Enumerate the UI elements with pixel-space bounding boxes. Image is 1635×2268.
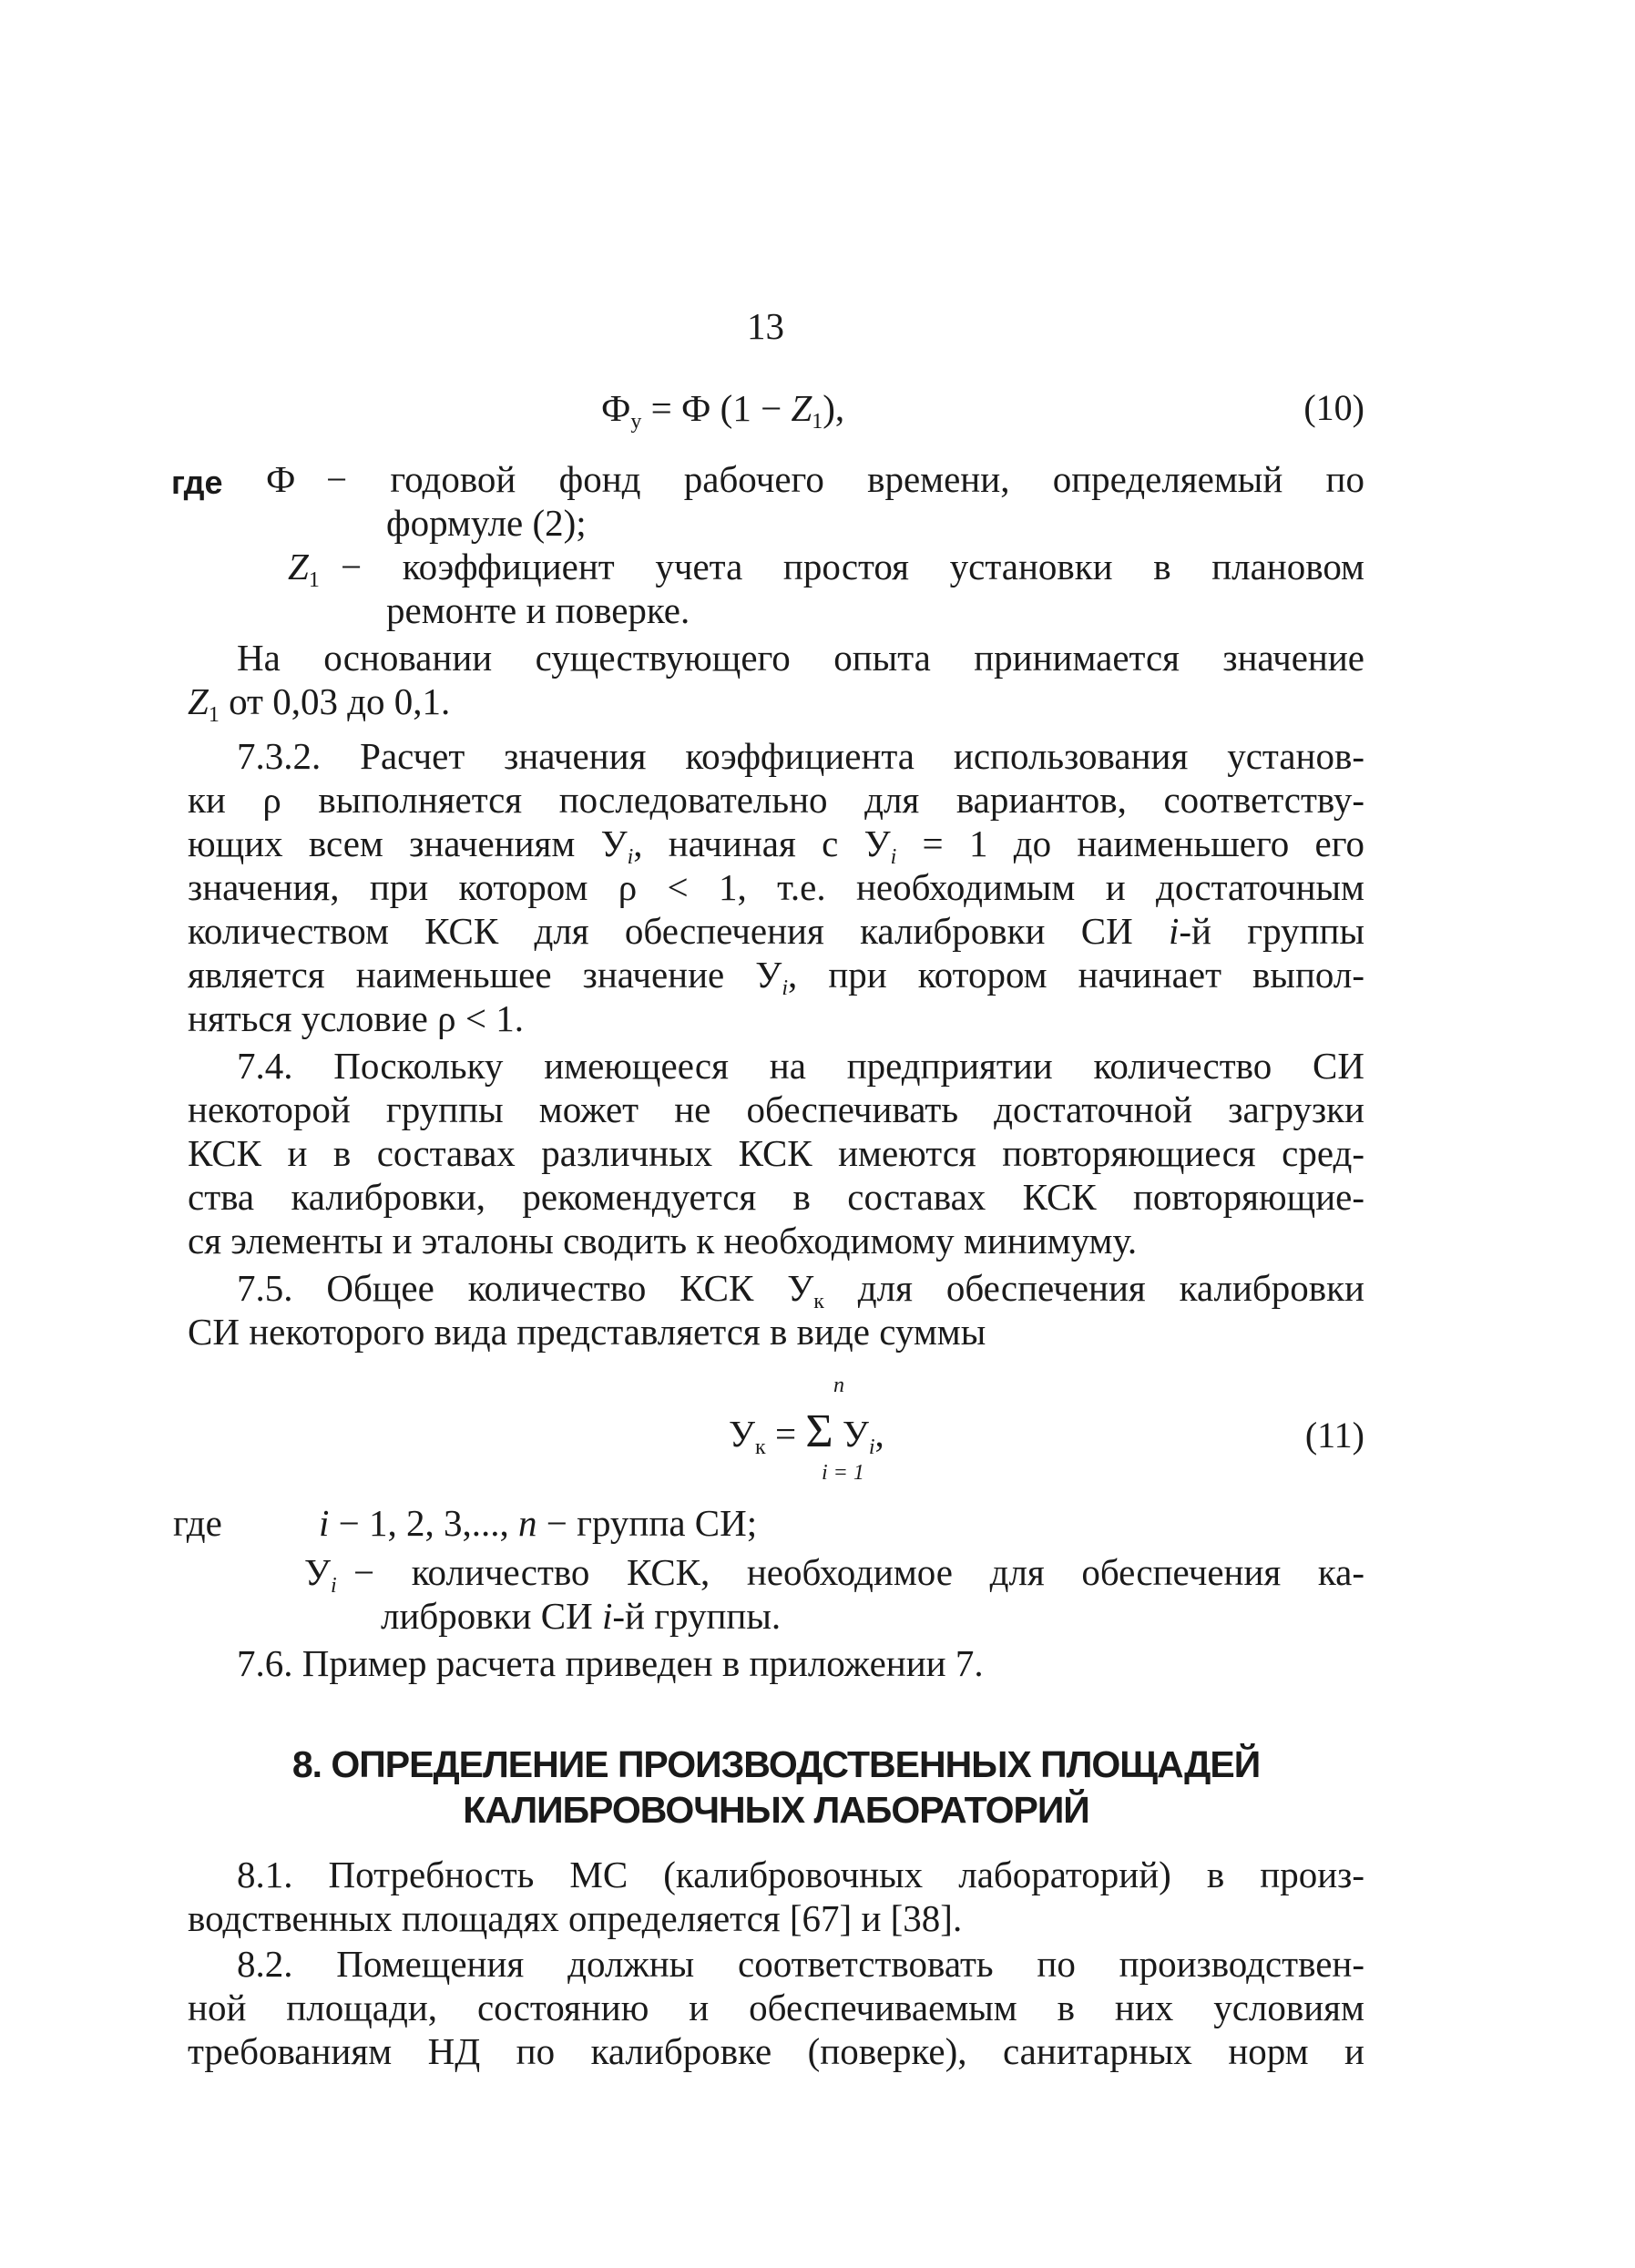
- eq11-def1-i: i: [319, 1502, 330, 1544]
- eq10-lhs: Ф: [601, 387, 631, 429]
- para-z1-rest: от 0,03 до 0,1.: [219, 680, 451, 722]
- para-732-l3c: = 1 до наименьшего его: [896, 822, 1365, 864]
- eq11-def1-n: n: [518, 1502, 537, 1544]
- eq10-def2: [341, 545, 1364, 632]
- eq11-def1-b: − группа СИ;: [536, 1502, 758, 1544]
- para-82-line3: требованиям НД по калибровке (поверке), санитарных норм и: [188, 2030, 1364, 2072]
- para-732-l6-sub: i: [782, 976, 788, 1000]
- eq11-number: (11): [1304, 1415, 1364, 1456]
- sigma-symbol: Σ: [805, 1405, 833, 1457]
- eq10-def1-symbol: Ф: [266, 458, 296, 500]
- eq11-term-sub: i: [868, 1435, 875, 1459]
- eq10-def1-line2: формуле (2);: [386, 502, 587, 544]
- para-732-line3: [188, 822, 1365, 869]
- eq10-def2-line2: ремонте и поверке.: [386, 589, 690, 631]
- para-82-line1: 8.2. Помещения должны соответствовать по производствен-: [237, 1943, 1364, 1985]
- eq11-where-word: где: [173, 1502, 222, 1544]
- para-732-l3a: ющих всем значениям У: [188, 822, 628, 864]
- para-732-l5-i: i: [1169, 910, 1180, 952]
- para-732-l3-sub2: i: [890, 845, 897, 869]
- para-74-line5: ся элементы и эталоны сводить к необходимому минимуму.: [188, 1220, 1138, 1262]
- eq10-var: Z: [791, 387, 812, 429]
- equation-11: [729, 1405, 884, 1461]
- eq11-def1: [319, 1501, 757, 1545]
- paragraph-z1-range: [188, 636, 1364, 727]
- para-732-l3-sub: i: [627, 845, 634, 869]
- para-z1-line1: На основании существующего опыта принимается значение: [237, 637, 1364, 679]
- para-732-l6b: , при котором начинает выпол-: [788, 954, 1364, 996]
- para-74-line4: ства калибровки, рекомендуется в составах КСК повторяющие-: [188, 1176, 1364, 1218]
- eq10-def2-line1: − коэффициент учета простоя установки в плановом: [341, 546, 1364, 587]
- para-75-l1a: 7.5. Общее количество КСК У: [237, 1267, 814, 1309]
- eq10-def1-line1: − годовой фонд рабочего времени, определяемый по: [326, 458, 1364, 500]
- para-732-line1: 7.3.2. Расчет значения коэффициента использования установ-: [237, 735, 1364, 777]
- para-75-l1-sub: к: [813, 1290, 824, 1313]
- para-732-line6: [188, 953, 1364, 1000]
- section-heading: [188, 1742, 1364, 1833]
- eq11-comma: ,: [874, 1413, 884, 1455]
- eq10-def1: [326, 457, 1364, 545]
- para-732-line4: значения, при котором ρ < 1, т.е. необходимым и достаточным: [188, 866, 1364, 908]
- eq11-def2-l2i: i: [601, 1595, 613, 1637]
- paragraph-7-6: 7.6. Пример расчета приведен в приложении 7.: [237, 1642, 984, 1684]
- eq11-def2-l2b: -й группы.: [612, 1595, 782, 1637]
- section-heading-line2: КАЛИБРОВОЧНЫХ ЛАБОРАТОРИЙ: [463, 1789, 1089, 1831]
- eq10-def2-sub: 1: [308, 568, 320, 592]
- paragraph-8-2: [188, 1942, 1364, 2073]
- para-732-line5: [188, 909, 1364, 953]
- para-75-line1: [188, 1266, 1364, 1313]
- eq10-lhs-sub: у: [630, 410, 642, 434]
- eq10-where-word: где: [171, 464, 223, 501]
- page-number: 13: [747, 305, 784, 347]
- eq10-rhs-end: ),: [823, 387, 845, 429]
- para-74-line3: КСК и в составах различных КСК имеются повторяющиеся сред-: [188, 1132, 1364, 1174]
- para-z1-sub: 1: [208, 703, 220, 727]
- equation-10: [601, 386, 845, 434]
- para-81-line2: водственных площадях определяется [67] и [38].: [188, 1897, 963, 1939]
- para-74-line1: 7.4. Поскольку имеющееся на предприятии количество СИ: [237, 1045, 1364, 1087]
- para-732-l3b: , начиная с У: [633, 822, 891, 864]
- paragraph-7-4: [188, 1044, 1364, 1262]
- eq11-def2: [353, 1550, 1364, 1638]
- paragraph-7-3-2: [188, 734, 1364, 1040]
- eq11-upper-limit: n: [833, 1374, 844, 1397]
- eq11-def2-sub: i: [331, 1574, 337, 1598]
- eq11-def2-l2a: либровки СИ: [381, 1595, 602, 1637]
- eq10-number: (10): [1303, 387, 1364, 428]
- section-heading-line1: 8. ОПРЕДЕЛЕНИЕ ПРОИЗВОДСТВЕННЫХ ПЛОЩАДЕЙ: [291, 1743, 1261, 1785]
- paragraph-8-1: [188, 1853, 1364, 1940]
- eq11-def2-line2: [353, 1594, 1364, 1638]
- eq11-def2-line1: − количество КСК, необходимое для обеспечения ка-: [353, 1551, 1364, 1593]
- para-75-l1b: для обеспечения калибровки: [823, 1267, 1364, 1309]
- eq10-def2-symbol: [288, 545, 320, 592]
- eq11-def2-y: У: [304, 1551, 332, 1593]
- para-732-line2: ки ρ выполняется последовательно для вариантов, соответству-: [188, 779, 1364, 821]
- para-75-line2: СИ некоторого вида представляется в виде суммы: [188, 1311, 986, 1353]
- eq11-lhs: У: [729, 1413, 756, 1455]
- para-81-line1: 8.1. Потребность МС (калибровочных лабораторий) в произ-: [237, 1854, 1364, 1895]
- para-z1-line2: [188, 679, 1364, 727]
- eq11-lower-limit: i = 1: [822, 1461, 864, 1485]
- para-82-line2: ной площади, состоянию и обеспечиваемым в них условиям: [188, 1987, 1364, 2028]
- para-732-line7: няться условие ρ < 1.: [188, 997, 524, 1039]
- para-74-line2: некоторой группы может не обеспечивать достаточной загрузки: [188, 1088, 1364, 1130]
- eq10-rhs-start: = Ф (1 −: [650, 387, 792, 429]
- para-732-l6a: является наименьшее значение У: [188, 954, 782, 996]
- eq11-term: У: [842, 1413, 869, 1455]
- eq11-def2-symbol: [304, 1550, 337, 1598]
- eq11-lhs-sub: к: [755, 1435, 766, 1459]
- para-z1-var: Z: [188, 680, 209, 722]
- para-732-l5a: количеством КСК для обеспечения калибровки СИ: [188, 910, 1133, 952]
- paragraph-7-5: [188, 1266, 1364, 1354]
- eq11-def1-a: − 1, 2, 3,...,: [329, 1502, 519, 1544]
- eq10-var-sub: 1: [812, 410, 823, 434]
- eq10-def2-var: Z: [288, 546, 309, 587]
- eq11-equals: =: [774, 1413, 797, 1455]
- para-732-l5b: -й группы: [1179, 910, 1364, 952]
